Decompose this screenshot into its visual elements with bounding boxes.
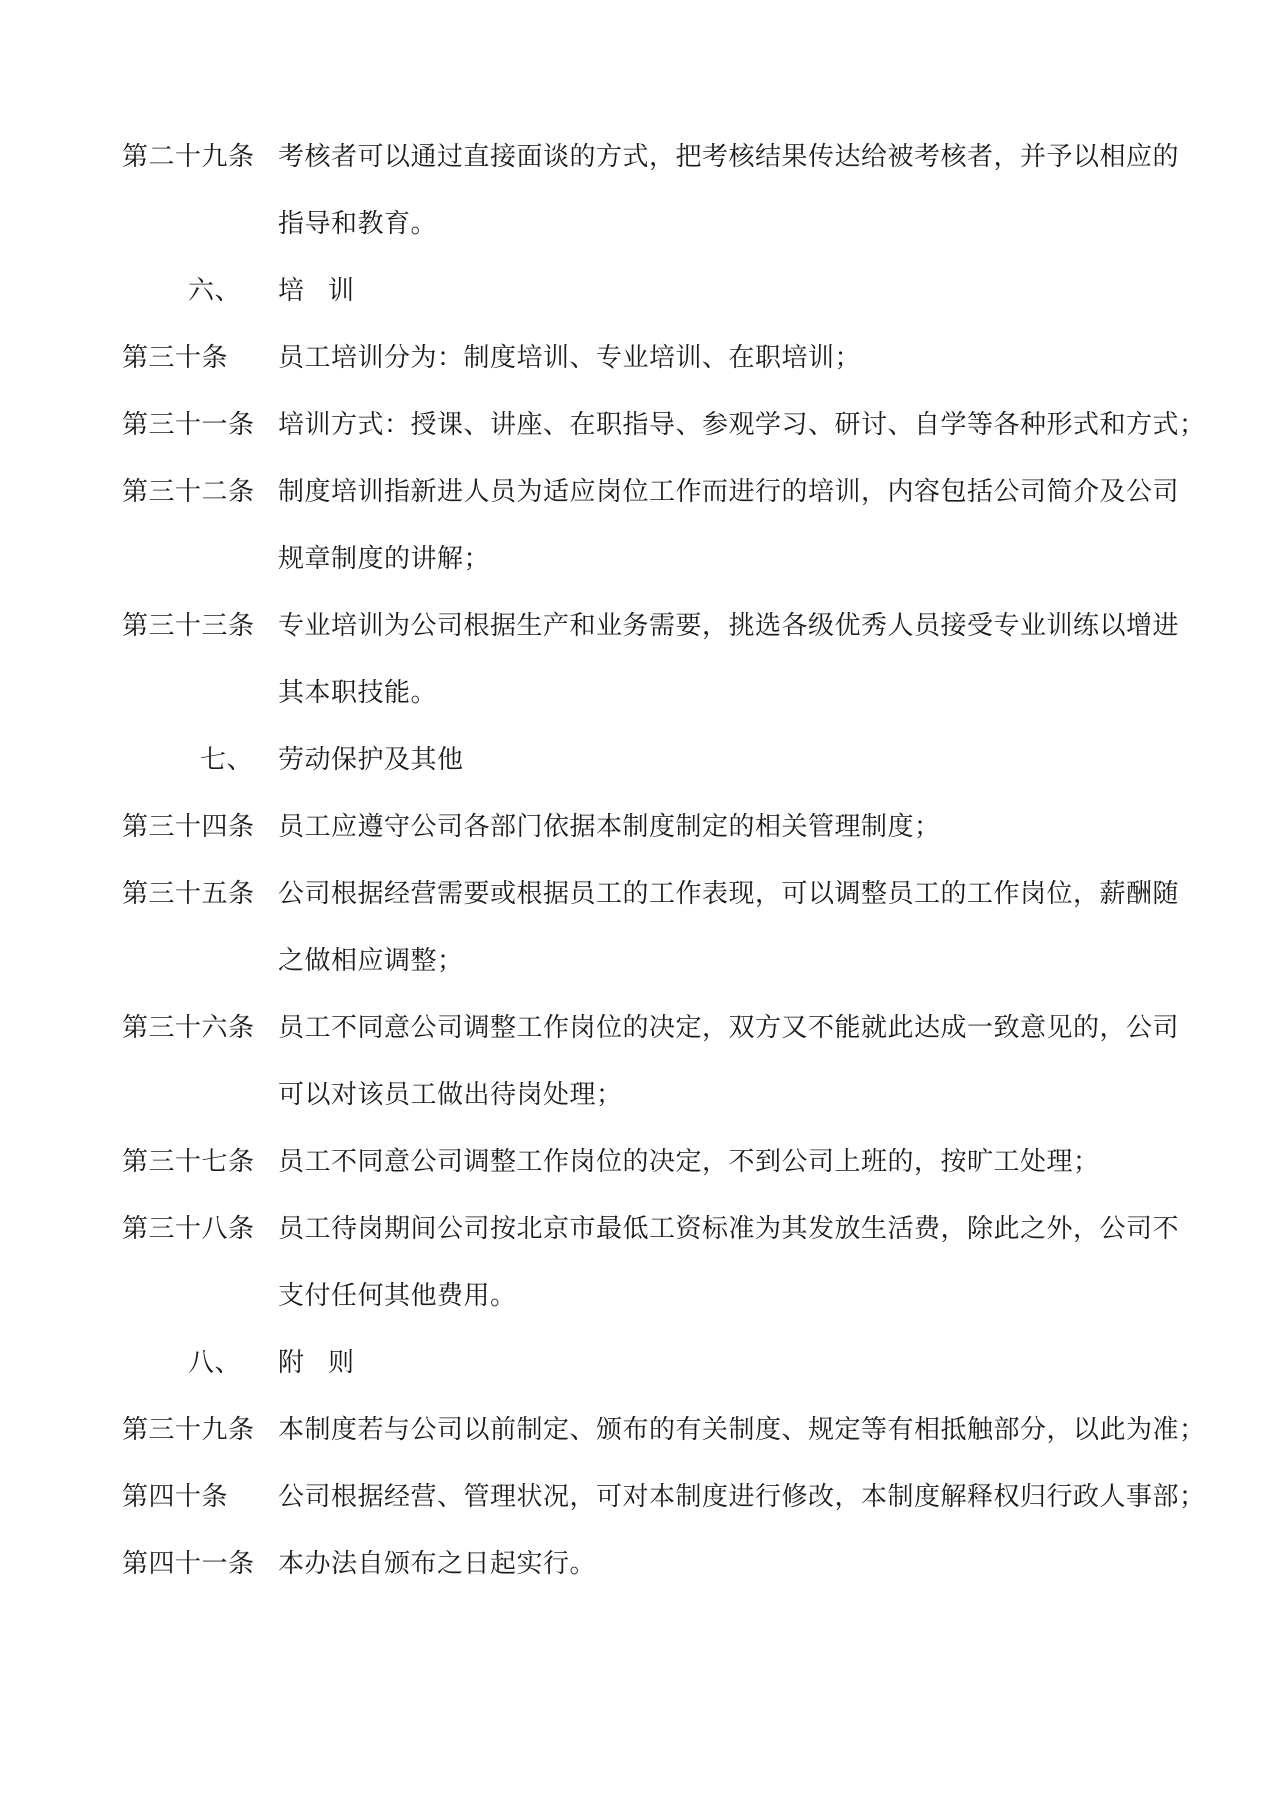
section-6-title: 培训 [278,276,379,306]
article-41-label: 第四十一条 [122,1549,255,1579]
article-36-label: 第三十六条 [122,1013,255,1043]
article-31-label: 第三十一条 [122,410,255,440]
article-34-text-line-1: 员工应遵守公司各部门依据本制度制定的相关管理制度； [278,812,941,842]
article-31-text-line-1: 培训方式：授课、讲座、在职指导、参观学习、研讨、自学等各种形式和方式； [278,410,1206,440]
article-38-text-line-1: 员工待岗期间公司按北京市最低工资标准为其发放生活费，除此之外，公司不 [278,1214,1180,1244]
article-32-text-line-2: 规章制度的讲解； [278,544,491,574]
article-41-text-line-1: 本办法自颁布之日起实行。 [278,1549,597,1579]
article-35-text-line-1: 公司根据经营需要或根据员工的工作表现，可以调整员工的工作岗位，薪酬随 [278,879,1180,909]
article-38-label: 第三十八条 [122,1214,255,1244]
article-36-text-line-1: 员工不同意公司调整工作岗位的决定，双方又不能就此达成一致意见的，公司 [278,1013,1180,1043]
article-37-label: 第三十七条 [122,1147,255,1177]
article-36-text-line-2: 可以对该员工做出待岗处理； [278,1080,623,1110]
article-33-text-line-1: 专业培训为公司根据生产和业务需要，挑选各级优秀人员接受专业训练以增进 [278,611,1180,641]
article-29-text-line-1: 考核者可以通过直接面谈的方式，把考核结果传达给被考核者，并予以相应的 [278,142,1180,172]
section-7-number: 七、 [200,745,254,775]
article-38-text-line-2: 支付任何其他费用。 [278,1281,517,1311]
article-30-text-line-1: 员工培训分为：制度培训、专业培训、在职培训； [278,343,862,373]
article-32-label: 第三十二条 [122,477,255,507]
article-29-label: 第二十九条 [122,142,255,172]
article-33-label: 第三十三条 [122,611,255,641]
section-7-title: 劳动保护及其他 [278,745,464,775]
section-8-title: 附则 [278,1348,379,1378]
section-6-number: 六、 [188,276,242,306]
article-32-text-line-1: 制度培训指新进人员为适应岗位工作而进行的培训，内容包括公司简介及公司 [278,477,1180,507]
article-30-label: 第三十条 [122,343,229,373]
article-40-label: 第四十条 [122,1482,229,1512]
article-35-label: 第三十五条 [122,879,255,909]
article-39-label: 第三十九条 [122,1415,255,1445]
article-33-text-line-2: 其本职技能。 [278,678,438,708]
article-39-text-line-1: 本制度若与公司以前制定、颁布的有关制度、规定等有相抵触部分，以此为准； [278,1415,1206,1445]
section-8-number: 八、 [188,1348,242,1378]
article-37-text-line-1: 员工不同意公司调整工作岗位的决定，不到公司上班的，按旷工处理； [278,1147,1100,1177]
article-34-label: 第三十四条 [122,812,255,842]
article-29-text-line-2: 指导和教育。 [278,209,438,239]
article-40-text-line-1: 公司根据经营、管理状况，可对本制度进行修改，本制度解释权归行政人事部； [278,1482,1206,1512]
article-35-text-line-2: 之做相应调整； [278,946,464,976]
